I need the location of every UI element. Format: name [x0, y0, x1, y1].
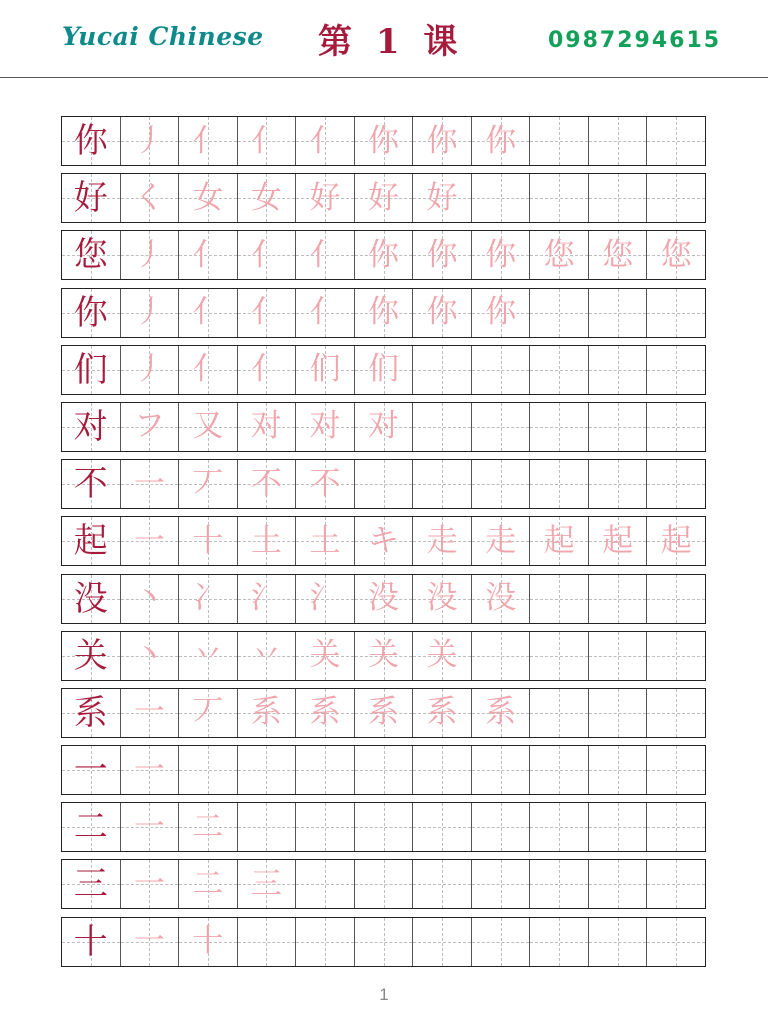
- stroke-order-cell: [179, 346, 238, 394]
- stroke-order-cell: [121, 746, 180, 794]
- model-character-cell: [62, 918, 121, 966]
- stroke-step: 亻: [250, 236, 282, 273]
- empty-practice-cell: [472, 460, 531, 508]
- empty-practice-cell: [530, 746, 589, 794]
- model-character: 不: [73, 464, 108, 505]
- phone-number: 0987294615: [548, 28, 722, 53]
- stroke-order-cell: [472, 231, 531, 279]
- model-character: 关: [73, 635, 108, 676]
- model-character: 对: [73, 406, 108, 447]
- empty-practice-cell: [296, 746, 355, 794]
- practice-row: [61, 688, 706, 738]
- stroke-step: 丶: [133, 580, 165, 616]
- model-character: 没: [73, 578, 108, 619]
- brand-logo: Yucai Chinese: [62, 22, 264, 51]
- model-character: 好: [73, 178, 108, 219]
- page-number: 1: [379, 985, 389, 1004]
- stroke-order-cell: [355, 289, 414, 337]
- stroke-order-cell: [296, 231, 355, 279]
- stroke-step: 你: [426, 122, 458, 159]
- model-character-cell: [62, 517, 121, 565]
- empty-practice-cell: [589, 632, 648, 680]
- empty-practice-cell: [238, 918, 297, 966]
- stroke-step: 亻: [250, 294, 282, 331]
- stroke-step: 十: [192, 923, 224, 960]
- empty-practice-cell: [589, 346, 648, 394]
- stroke-step: 一: [133, 923, 165, 960]
- model-character: 三: [73, 864, 108, 905]
- stroke-step: 亻: [309, 294, 341, 331]
- stroke-step: フ: [133, 408, 165, 445]
- empty-practice-cell: [530, 689, 589, 737]
- empty-practice-cell: [589, 860, 648, 908]
- stroke-order-cell: [296, 117, 355, 165]
- stroke-order-cell: [121, 517, 180, 565]
- empty-practice-cell: [589, 117, 648, 165]
- stroke-step: 没: [426, 580, 458, 616]
- model-character-cell: [62, 231, 121, 279]
- stroke-step: 您: [543, 236, 575, 273]
- stroke-order-cell: [179, 517, 238, 565]
- stroke-step: 对: [309, 408, 341, 445]
- stroke-order-cell: [121, 403, 180, 451]
- stroke-step: 不: [309, 465, 341, 502]
- empty-practice-cell: [472, 403, 531, 451]
- stroke-step: 一: [133, 465, 165, 502]
- empty-practice-cell: [238, 746, 297, 794]
- stroke-order-cell: [413, 174, 472, 222]
- model-character: 您: [73, 235, 108, 276]
- empty-practice-cell: [647, 575, 705, 623]
- empty-practice-cell: [472, 746, 531, 794]
- practice-row: [61, 859, 706, 909]
- stroke-step: 好: [309, 179, 341, 216]
- stroke-step: 你: [368, 294, 399, 331]
- model-character: 系: [73, 692, 108, 733]
- stroke-step: 亻: [192, 294, 224, 331]
- stroke-step: 十: [192, 522, 224, 559]
- stroke-step: 氵: [309, 580, 341, 616]
- stroke-order-cell: [355, 231, 414, 279]
- stroke-step: 你: [485, 294, 517, 331]
- stroke-order-cell: [530, 231, 589, 279]
- stroke-step: 一: [133, 865, 165, 902]
- stroke-step: 关: [309, 637, 341, 674]
- stroke-order-cell: [530, 517, 589, 565]
- stroke-order-cell: [238, 289, 297, 337]
- stroke-order-cell: [121, 289, 180, 337]
- stroke-step: 您: [660, 236, 692, 273]
- practice-row: [61, 288, 706, 338]
- stroke-step: 女: [192, 179, 224, 216]
- stroke-step: 起: [660, 522, 692, 559]
- empty-practice-cell: [413, 346, 472, 394]
- stroke-order-cell: [179, 632, 238, 680]
- stroke-order-cell: [355, 632, 414, 680]
- stroke-step: 走: [485, 522, 517, 559]
- stroke-order-cell: [413, 231, 472, 279]
- stroke-step: 关: [368, 637, 399, 674]
- stroke-order-cell: [179, 231, 238, 279]
- empty-practice-cell: [355, 860, 414, 908]
- model-character: 你: [73, 292, 108, 333]
- empty-practice-cell: [530, 918, 589, 966]
- stroke-order-cell: [296, 403, 355, 451]
- model-character-cell: [62, 403, 121, 451]
- stroke-step: 亻: [250, 122, 282, 159]
- stroke-step: 亻: [309, 122, 341, 159]
- model-character: 你: [73, 121, 108, 161]
- model-character-cell: [62, 117, 121, 165]
- stroke-order-cell: [121, 860, 180, 908]
- practice-grid: [61, 116, 706, 974]
- stroke-order-cell: [179, 289, 238, 337]
- stroke-order-cell: [179, 460, 238, 508]
- empty-practice-cell: [589, 575, 648, 623]
- stroke-order-cell: [413, 575, 472, 623]
- stroke-order-cell: [472, 517, 531, 565]
- empty-practice-cell: [472, 174, 531, 222]
- empty-practice-cell: [413, 803, 472, 851]
- model-character: 二: [73, 807, 108, 848]
- stroke-order-cell: [355, 575, 414, 623]
- stroke-step: 丿: [133, 351, 165, 388]
- practice-row: [61, 459, 706, 509]
- model-character-cell: [62, 746, 121, 794]
- stroke-step: 们: [368, 351, 399, 388]
- stroke-order-cell: [296, 575, 355, 623]
- stroke-step: 系: [368, 694, 399, 731]
- stroke-step: く: [133, 179, 165, 216]
- stroke-step: 丷: [250, 637, 282, 674]
- stroke-step: 没: [485, 580, 517, 616]
- empty-practice-cell: [472, 860, 531, 908]
- stroke-order-cell: [472, 689, 531, 737]
- empty-practice-cell: [530, 575, 589, 623]
- empty-practice-cell: [472, 803, 531, 851]
- stroke-step: 你: [368, 236, 399, 273]
- stroke-step: 亻: [309, 236, 341, 273]
- empty-practice-cell: [530, 860, 589, 908]
- stroke-step: 你: [426, 294, 458, 331]
- stroke-step: 冫: [192, 580, 224, 616]
- stroke-step: 丶: [133, 637, 165, 674]
- model-character: 十: [73, 921, 108, 962]
- stroke-step: 二: [192, 865, 224, 902]
- model-character-cell: [62, 860, 121, 908]
- stroke-order-cell: [238, 860, 297, 908]
- empty-practice-cell: [413, 860, 472, 908]
- stroke-step: 们: [309, 351, 341, 388]
- model-character-cell: [62, 289, 121, 337]
- stroke-step: 丷: [192, 637, 224, 674]
- empty-practice-cell: [647, 460, 705, 508]
- stroke-order-cell: [413, 289, 472, 337]
- stroke-order-cell: [589, 517, 648, 565]
- model-character-cell: [62, 346, 121, 394]
- lesson-title: 第 1 课: [318, 22, 464, 62]
- stroke-order-cell: [355, 689, 414, 737]
- empty-practice-cell: [530, 289, 589, 337]
- model-character: 一: [73, 750, 108, 791]
- stroke-step: 女: [250, 179, 282, 216]
- stroke-step: 丆: [192, 465, 224, 502]
- stroke-order-cell: [179, 689, 238, 737]
- model-character: 们: [73, 349, 108, 390]
- stroke-order-cell: [647, 517, 705, 565]
- practice-row: [61, 230, 706, 280]
- stroke-order-cell: [179, 174, 238, 222]
- stroke-step: 丿: [133, 122, 165, 159]
- stroke-step: 一: [133, 808, 165, 845]
- empty-practice-cell: [589, 803, 648, 851]
- stroke-order-cell: [121, 632, 180, 680]
- stroke-step: 一: [133, 751, 165, 788]
- model-character-cell: [62, 174, 121, 222]
- stroke-step: 对: [368, 408, 399, 445]
- model-character-cell: [62, 460, 121, 508]
- stroke-order-cell: [121, 174, 180, 222]
- stroke-step: 系: [485, 694, 517, 731]
- empty-practice-cell: [589, 174, 648, 222]
- practice-row: [61, 745, 706, 795]
- stroke-order-cell: [647, 231, 705, 279]
- stroke-order-cell: [238, 117, 297, 165]
- stroke-order-cell: [589, 231, 648, 279]
- stroke-step: 好: [426, 179, 458, 216]
- stroke-step: 走: [426, 522, 458, 559]
- model-character: 起: [73, 521, 108, 562]
- empty-practice-cell: [355, 803, 414, 851]
- stroke-order-cell: [296, 460, 355, 508]
- stroke-step: 丿: [133, 294, 165, 331]
- empty-practice-cell: [296, 918, 355, 966]
- stroke-order-cell: [355, 117, 414, 165]
- stroke-order-cell: [121, 918, 180, 966]
- stroke-order-cell: [355, 174, 414, 222]
- stroke-order-cell: [413, 689, 472, 737]
- empty-practice-cell: [355, 918, 414, 966]
- stroke-order-cell: [355, 403, 414, 451]
- empty-practice-cell: [589, 746, 648, 794]
- stroke-step: 亻: [192, 122, 224, 159]
- stroke-order-cell: [472, 575, 531, 623]
- stroke-step: キ: [368, 522, 399, 559]
- stroke-order-cell: [472, 289, 531, 337]
- stroke-order-cell: [296, 346, 355, 394]
- stroke-step: 你: [485, 236, 517, 273]
- stroke-step: 丿: [133, 236, 165, 273]
- practice-row: [61, 631, 706, 681]
- model-character-cell: [62, 689, 121, 737]
- empty-practice-cell: [530, 117, 589, 165]
- empty-practice-cell: [355, 460, 414, 508]
- stroke-order-cell: [413, 117, 472, 165]
- stroke-step: 你: [426, 236, 458, 273]
- stroke-order-cell: [121, 575, 180, 623]
- stroke-step: 土: [250, 522, 282, 559]
- stroke-step: 不: [250, 465, 282, 502]
- stroke-order-cell: [296, 517, 355, 565]
- stroke-order-cell: [121, 346, 180, 394]
- stroke-order-cell: [121, 689, 180, 737]
- stroke-order-cell: [121, 460, 180, 508]
- empty-practice-cell: [647, 632, 705, 680]
- stroke-step: 对: [250, 408, 282, 445]
- stroke-step: 系: [250, 694, 282, 731]
- stroke-step: 三: [250, 865, 282, 902]
- empty-practice-cell: [355, 746, 414, 794]
- stroke-step: 你: [485, 122, 517, 159]
- empty-practice-cell: [647, 803, 705, 851]
- stroke-order-cell: [179, 117, 238, 165]
- practice-row: [61, 116, 706, 166]
- stroke-step: 一: [133, 694, 165, 731]
- stroke-order-cell: [238, 346, 297, 394]
- practice-row: [61, 917, 706, 967]
- stroke-order-cell: [355, 346, 414, 394]
- stroke-order-cell: [238, 517, 297, 565]
- empty-practice-cell: [472, 632, 531, 680]
- practice-row: [61, 574, 706, 624]
- empty-practice-cell: [530, 632, 589, 680]
- stroke-step: 又: [192, 408, 224, 445]
- stroke-step: 土: [309, 522, 341, 559]
- stroke-order-cell: [238, 460, 297, 508]
- stroke-order-cell: [355, 517, 414, 565]
- stroke-step: 起: [543, 522, 575, 559]
- empty-practice-cell: [647, 174, 705, 222]
- stroke-order-cell: [238, 689, 297, 737]
- empty-practice-cell: [647, 403, 705, 451]
- stroke-order-cell: [238, 174, 297, 222]
- empty-practice-cell: [589, 689, 648, 737]
- empty-practice-cell: [589, 460, 648, 508]
- stroke-step: 你: [368, 122, 399, 159]
- stroke-order-cell: [121, 803, 180, 851]
- stroke-step: 一: [133, 522, 165, 559]
- stroke-order-cell: [238, 575, 297, 623]
- empty-practice-cell: [530, 346, 589, 394]
- empty-practice-cell: [647, 860, 705, 908]
- stroke-step: 没: [368, 580, 399, 616]
- stroke-step: 丆: [192, 694, 224, 731]
- empty-practice-cell: [530, 174, 589, 222]
- stroke-order-cell: [121, 117, 180, 165]
- stroke-order-cell: [296, 289, 355, 337]
- stroke-step: 亻: [192, 236, 224, 273]
- stroke-step: 关: [426, 637, 458, 674]
- page-header: [0, 0, 768, 78]
- empty-practice-cell: [589, 403, 648, 451]
- empty-practice-cell: [589, 918, 648, 966]
- stroke-order-cell: [121, 231, 180, 279]
- stroke-step: 亻: [250, 351, 282, 388]
- stroke-order-cell: [413, 632, 472, 680]
- empty-practice-cell: [647, 746, 705, 794]
- stroke-step: 您: [602, 236, 634, 273]
- model-character-cell: [62, 803, 121, 851]
- empty-practice-cell: [296, 803, 355, 851]
- stroke-step: 氵: [250, 580, 282, 616]
- stroke-order-cell: [179, 575, 238, 623]
- empty-practice-cell: [413, 403, 472, 451]
- stroke-step: 起: [602, 522, 634, 559]
- empty-practice-cell: [472, 918, 531, 966]
- stroke-step: 亻: [192, 351, 224, 388]
- empty-practice-cell: [530, 460, 589, 508]
- empty-practice-cell: [647, 289, 705, 337]
- empty-practice-cell: [530, 403, 589, 451]
- stroke-order-cell: [413, 517, 472, 565]
- empty-practice-cell: [413, 460, 472, 508]
- stroke-order-cell: [472, 117, 531, 165]
- empty-practice-cell: [413, 746, 472, 794]
- empty-practice-cell: [238, 803, 297, 851]
- model-character-cell: [62, 632, 121, 680]
- practice-row: [61, 516, 706, 566]
- practice-row: [61, 402, 706, 452]
- stroke-order-cell: [296, 689, 355, 737]
- empty-practice-cell: [647, 689, 705, 737]
- stroke-order-cell: [238, 403, 297, 451]
- stroke-order-cell: [296, 174, 355, 222]
- empty-practice-cell: [647, 117, 705, 165]
- stroke-step: 系: [309, 694, 341, 731]
- stroke-order-cell: [179, 803, 238, 851]
- stroke-order-cell: [179, 860, 238, 908]
- stroke-order-cell: [179, 918, 238, 966]
- practice-row: [61, 345, 706, 395]
- stroke-step: 系: [426, 694, 458, 731]
- stroke-step: 好: [368, 179, 399, 216]
- practice-row: [61, 802, 706, 852]
- empty-practice-cell: [179, 746, 238, 794]
- stroke-order-cell: [296, 632, 355, 680]
- model-character-cell: [62, 575, 121, 623]
- empty-practice-cell: [647, 918, 705, 966]
- stroke-order-cell: [238, 632, 297, 680]
- empty-practice-cell: [589, 289, 648, 337]
- empty-practice-cell: [472, 346, 531, 394]
- empty-practice-cell: [647, 346, 705, 394]
- stroke-order-cell: [238, 231, 297, 279]
- stroke-step: 二: [192, 808, 224, 845]
- stroke-order-cell: [179, 403, 238, 451]
- practice-row: [61, 173, 706, 223]
- empty-practice-cell: [296, 860, 355, 908]
- empty-practice-cell: [413, 918, 472, 966]
- empty-practice-cell: [530, 803, 589, 851]
